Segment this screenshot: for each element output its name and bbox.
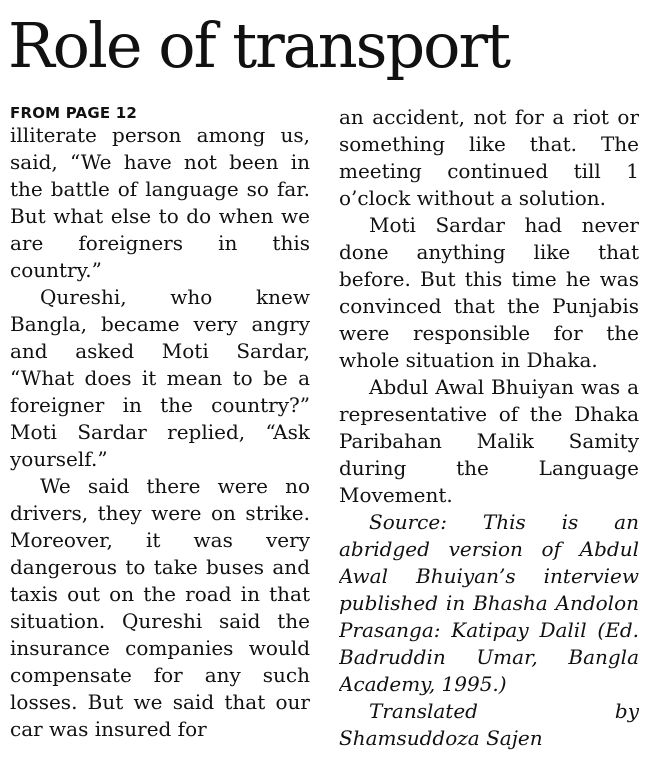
headline: Role of transport bbox=[8, 9, 510, 82]
source-note: Source: This is an abridged version of Abdul Awal Bhuiyan’s interview published in Bhasha Andolon Prasanga: Katipay Dalil (Ed. Badruddin Umar, Bangla Academy, 1995.) bbox=[339, 510, 639, 696]
article-column-left bbox=[10, 104, 310, 772]
paragraph: We said there were no drivers, they were on strike. Moreover, it was very dangerous to take buses and taxis out on the road in that situation. Qureshi said the insurance companies would compensate for any such losses. But we said that our car was insured for bbox=[10, 474, 310, 741]
paragraph: Moti Sardar had never done anything like that before. But this time he was convinced that the Punjabis were responsible for the whole situation in Dhaka. bbox=[339, 213, 639, 372]
translator-credit: Translated by Shamsuddoza Sajen bbox=[339, 699, 639, 750]
continued-from-label: FROM PAGE 12 bbox=[10, 104, 137, 122]
paragraph: Qureshi, who knew Bangla, became very angry and asked Moti Sardar, “What does it mean to be a foreigner in the country?” Moti Sardar replied, “Ask yourself.” bbox=[10, 285, 310, 471]
author-bio: Abdul Awal Bhuiyan was a representative of the Dhaka Paribahan Malik Samity during the Language Movement. bbox=[339, 375, 639, 507]
paragraph: an accident, not for a riot or something like that. The meeting continued till 1 o’clock without a solution. bbox=[339, 105, 639, 210]
paragraph: illiterate person among us, said, “We have not been in the battle of language so far. But what else to do when we are foreigners in this country.” bbox=[10, 123, 310, 282]
article-column-right bbox=[339, 104, 639, 772]
